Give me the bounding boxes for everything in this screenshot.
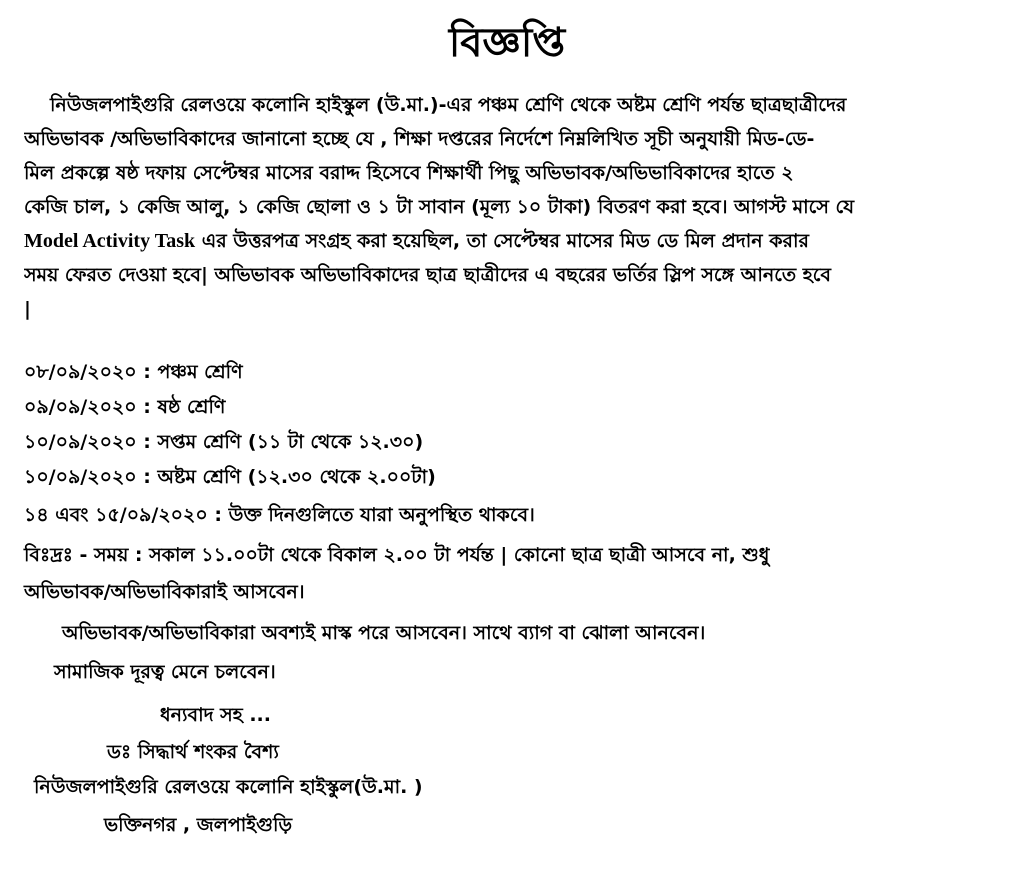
- schedule-class: সপ্তম শ্রেণি (১১ টা থেকে ১২.৩০): [157, 431, 424, 453]
- note-line: অভিভাবক/অভিভাবিকারাই আসবেন।: [24, 581, 305, 603]
- paragraph-line: |: [24, 298, 31, 320]
- schedule-row: ১৪ এবং ১৫/০৯/২০২০ : উক্ত দিনগুলিতে যারা অনুপস্থিত থাকবে।: [24, 504, 535, 526]
- schedule-row: ১০/০৯/২০২০ : অষ্টম শ্রেণি (১২.৩০ থেকে ২.০০টা): [24, 466, 436, 488]
- schedule-row: ১০/০৯/২০২০ : সপ্তম শ্রেণি (১১ টা থেকে ১২.৩০): [24, 431, 424, 453]
- schedule-date: ০৯/০৯/২০২০: [24, 396, 137, 418]
- note-line: বিঃদ্রঃ - সময় : সকাল ১১.০০টা থেকে বিকাল ২.০০ টা পর্যন্ত | কোনো ছাত্র ছাত্রী আসবে না, শুধু: [24, 544, 770, 566]
- paragraph-line: মিল প্রকল্পে ষষ্ঠ দফায় সেপ্টেম্বর মাসের বরাদ্দ হিসেবে শিক্ষার্থী পিছু অভিভাবক/অভিভাবিকাদের হাতে ২: [24, 162, 794, 184]
- schedule-row: ০৮/০৯/২০২০ : পঞ্চম শ্রেণি: [24, 361, 243, 383]
- paragraph-line: অভিভাবক /অভিভাবিকাদের জানানো হচ্ছে যে , শিক্ষা দপ্তরের নির্দেশে নিম্নলিখিত সূচী অনুযায়ী মিড-ডে-: [24, 128, 815, 150]
- note-line: সামাজিক দূরত্ব মেনে চলবেন।: [54, 661, 276, 683]
- notice-title: বিজ্ঞপ্তি: [448, 20, 566, 66]
- paragraph-line-rest: এর উত্তরপত্র সংগ্রহ করা হয়েছিল, তা সেপ্টেম্বর মাসের মিড ডে মিল প্রদান করার: [195, 230, 809, 252]
- schedule-class: উক্ত দিনগুলিতে যারা অনুপস্থিত থাকবে।: [228, 504, 535, 526]
- signature-school: নিউজলপাইগুরি রেলওয়ে কলোনি হাইস্কুল(উ.মা. ): [34, 776, 423, 798]
- paragraph-line: নিউজলপাইগুরি রেলওয়ে কলোনি হাইস্কুল (উ.মা.)-এর পঞ্চম শ্রেণি থেকে অষ্টম শ্রেণি পর্যন্ত ছাত্রছাত্রীদের: [50, 94, 847, 116]
- schedule-date: ০৮/০৯/২০২০: [24, 361, 137, 383]
- paragraph-line: সময় ফেরত দেওয়া হবে| অভিভাবক অভিভাবিকাদের ছাত্র ছাত্রীদের এ বছরের ভর্তির স্লিপ সঙ্গে আনতে হবে: [24, 264, 831, 286]
- signature-address: ভক্তিনগর , জলপাইগুড়ি: [104, 814, 293, 836]
- schedule-row: ০৯/০৯/২০২০ : ষষ্ঠ শ্রেণি: [24, 396, 226, 418]
- schedule-class: অষ্টম শ্রেণি (১২.৩০ থেকে ২.০০টা): [157, 466, 436, 488]
- model-activity-task-text: Model Activity Task: [24, 230, 196, 252]
- schedule-date: ১০/০৯/২০২০: [24, 466, 137, 488]
- schedule-date: ১৪ এবং ১৫/০৯/২০২০: [24, 504, 208, 526]
- notice-paragraph: [24, 88, 996, 326]
- schedule-class: ষষ্ঠ শ্রেণি: [157, 396, 226, 418]
- paragraph-line: [24, 224, 996, 258]
- signature-thanks: ধন্যবাদ সহ ...: [160, 704, 271, 726]
- signature-name: ডঃ সিদ্ধার্থ শংকর বৈশ্য: [107, 741, 279, 763]
- schedule-date: ১০/০৯/২০২০: [24, 431, 137, 453]
- paragraph-line: কেজি চাল, ১ কেজি আলু, ১ কেজি ছোলা ও ১ টা সাবান (মূল্য ১০ টাকা) বিতরণ করা হবে। আগস্ট মাসে যে: [24, 196, 855, 218]
- schedule-class: পঞ্চম শ্রেণি: [157, 361, 243, 383]
- note-line: অভিভাবক/অভিভাবিকারা অবশ্যই মাস্ক পরে আসবেন। সাথে ব্যাগ বা ঝোলা আনবেন।: [62, 622, 706, 644]
